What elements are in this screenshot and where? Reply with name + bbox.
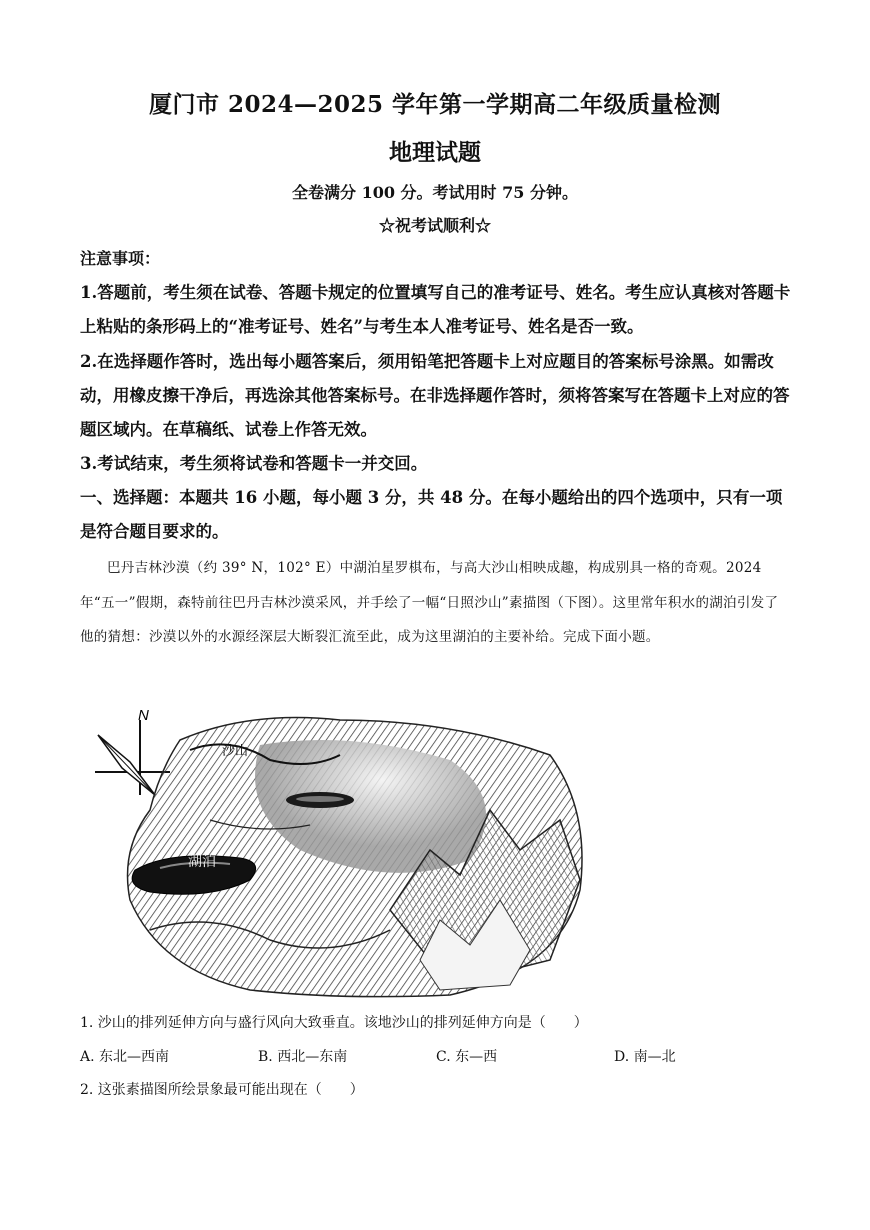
sand-dune-sketch <box>90 700 590 1000</box>
question-1-stem: 1. 沙山的排列延伸方向与盛行风向大致垂直。该地沙山的排列延伸方向是（ ） <box>80 1015 588 1031</box>
option-b: B. 西北—东南 <box>258 1049 348 1065</box>
option-d: D. 南—北 <box>614 1049 676 1065</box>
question-2-stem: 2. 这张素描图所绘景象最可能出现在（ ） <box>80 1082 364 1098</box>
option-a: A. 东北—西南 <box>80 1049 170 1065</box>
notice-item-3: 3.考试结束，考生须将试卷和答题卡一并交回。 <box>80 454 428 473</box>
material-paragraph: 巴丹吉林沙漠（约 39° N，102° E）中湖泊星罗棋布，与高大沙山相映成趣，构成别具一格的奇观。2024 年“五一”假期，森特前往巴丹吉林沙漠采风，并手绘了一幅“日照沙山”素描图（下图）。这里常年积水的湖泊引发了他的猜想：沙漠以外的水源经深层大断裂汇流至此，成为这里湖泊的主要补给。完成下面小题。 <box>80 560 779 645</box>
notice-item-2: 2.在选择题作答时，选出每小题答案后，须用铅笔把答题卡上对应题目的答案标号涂黑。如需改动，用橡皮擦干净后，再选涂其他答案标号。在非选择题作答时，须将答案写在答题卡上对应的答题区域内。在草稿纸、试卷上作答无效。 <box>80 352 790 439</box>
section-heading: 一、选择题：本题共 16 小题，每小题 3 分，共 48 分。在每小题给出的四个选项中，只有一项是符合题目要求的。 <box>80 488 783 541</box>
exam-title: 厦门市 2024—2025 学年第一学期高二年级质量检测 <box>148 91 722 118</box>
north-label: N <box>138 707 149 724</box>
lake-label: 湖泊 <box>188 854 216 870</box>
notice-item-1: 1.答题前，考生须在试卷、答题卡规定的位置填写自己的准考证号、姓名。考生应认真核对答题卡上粘贴的条形码上的“准考证号、姓名”与考生本人准考证号、姓名是否一致。 <box>80 283 791 336</box>
question-1-options <box>80 1046 792 1068</box>
dune-label: 沙山 <box>222 744 249 759</box>
option-c: C. 东—西 <box>436 1049 498 1065</box>
subject-title: 地理试题 <box>389 139 481 166</box>
good-luck-note: ☆祝考试顺利☆ <box>378 216 491 235</box>
score-time-note: 全卷满分 100 分。考试用时 75 分钟。 <box>292 183 578 202</box>
notice-heading: 注意事项： <box>80 249 161 268</box>
